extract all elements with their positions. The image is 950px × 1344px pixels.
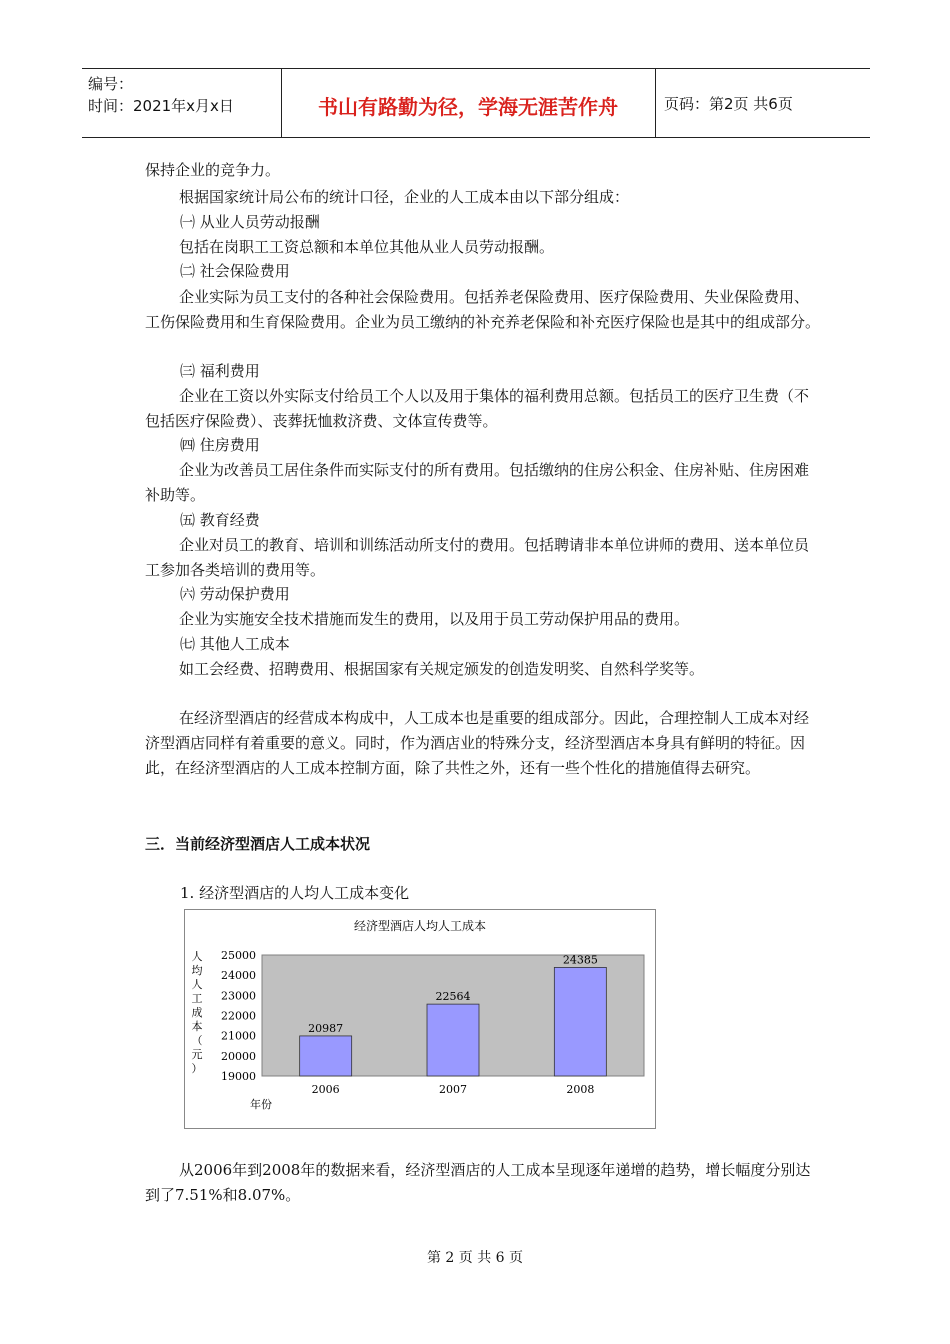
paragraph: 企业为实施安全技术措施而发生的费用，以及用于员工劳动保护用品的费用。: [179, 610, 690, 628]
y-tick-label: 24000: [221, 969, 256, 983]
y-axis-label-char: 人: [191, 978, 203, 991]
data-label: 24385: [562, 953, 598, 967]
section-heading: 三．当前经济型酒店人工成本状况: [145, 835, 371, 853]
y-tick-label: 20000: [221, 1049, 256, 1063]
paragraph: 企业实际为员工支付的各种社会保险费用。包括养老保险费用、医疗保险费用、失业保险费用、工伤保险费用和生育保险费用。企业为员工缴纳的补充养老保险和补充医疗保险也是其中的组成部分。: [145, 288, 821, 331]
y-axis-label-char: 元: [191, 1048, 203, 1061]
doc-number-label: 编号：: [88, 75, 134, 93]
y-tick-label: 25000: [221, 949, 256, 962]
paragraph: 企业在工资以外实际支付给员工个人以及用于集体的福利费用总额。包括员工的医疗卫生费（不包括医疗保险费）、丧葬抚恤救济费、文体宣传费等。: [145, 387, 810, 430]
x-tick-label: 2008: [566, 1083, 595, 1096]
y-axis-label-char: 成: [191, 1006, 203, 1019]
list-item-heading: ㈣ 住房费用: [180, 436, 260, 454]
page-header: [82, 68, 870, 138]
chart-title: 经济型酒店人均人工成本: [353, 919, 487, 933]
y-tick-label: 19000: [221, 1070, 256, 1083]
y-axis-label-char: 本: [191, 1020, 203, 1033]
bar: [554, 967, 606, 1076]
paragraph: 根据国家统计局公布的统计口径，企业的人工成本由以下部分组成：: [179, 188, 630, 206]
chart-caption: 1. 经济型酒店的人均人工成本变化: [180, 884, 410, 902]
chart-svg: [185, 910, 655, 1128]
paragraph: 保持企业的竞争力。: [145, 161, 281, 179]
y-axis-label-char: 均: [191, 964, 203, 977]
bar: [300, 1036, 352, 1076]
doc-time-label: 时间：2021年x月x日: [88, 97, 234, 115]
list-item-heading: ㈤ 教育经费: [180, 511, 260, 529]
y-tick-label: 22000: [221, 1009, 256, 1023]
x-tick-label: 2006: [311, 1083, 340, 1096]
list-item-heading: ㈠ 从业人员劳动报酬: [180, 213, 320, 231]
y-axis-label-char: （: [191, 1034, 203, 1047]
bar-chart: [184, 909, 656, 1129]
data-label: 22564: [435, 990, 471, 1004]
paragraph: 企业为改善员工居住条件而实际支付的所有费用。包括缴纳的住房公积金、住房补贴、住房困难补助等。: [145, 461, 810, 504]
header-page-info: 页码：第2页 共6页: [664, 95, 793, 113]
y-axis-label-char: 人: [191, 950, 203, 963]
list-item-heading: ㈡ 社会保险费用: [180, 262, 290, 280]
paragraph: 如工会经费、招聘费用、根据国家有关规定颁发的创造发明奖、自然科学奖等。: [179, 660, 705, 678]
y-axis-label-char: 工: [191, 992, 203, 1005]
header-meta: [88, 73, 234, 117]
list-item-heading: ㈦ 其他人工成本: [180, 635, 290, 653]
y-tick-label: 23000: [221, 989, 256, 1003]
header-motto: 书山有路勤为径，学海无涯苦作舟: [318, 95, 618, 119]
data-label: 20987: [308, 1021, 344, 1035]
y-tick-label: 21000: [221, 1029, 256, 1043]
list-item-heading: ㈢ 福利费用: [180, 362, 260, 380]
header-divider: [655, 69, 656, 137]
bar: [427, 1004, 479, 1076]
paragraph: 从2006年到2008年的数据来看，经济型酒店的人工成本呈现逐年递增的趋势，增长幅度分别达到了7.51%和8.07%。: [145, 1161, 811, 1204]
y-axis-label-char: ）: [191, 1062, 203, 1075]
page-footer: 第 2 页 共 6 页: [426, 1250, 524, 1266]
paragraph: 包括在岗职工工资总额和本单位其他从业人员劳动报酬。: [179, 238, 555, 256]
x-tick-label: 2007: [439, 1083, 467, 1096]
x-axis-label: 年份: [250, 1098, 272, 1111]
paragraph: 在经济型酒店的经营成本构成中，人工成本也是重要的组成部分。因此，合理控制人工成本对经济型酒店同样有着重要的意义。同时，作为酒店业的特殊分支，经济型酒店本身具有鲜明的特征。因此，在经济型酒店的人工成本控制方面，除了共性之外，还有一些个性化的措施值得去研究。: [145, 709, 810, 777]
list-item-heading: ㈥ 劳动保护费用: [180, 585, 290, 603]
y-axis-label: [192, 950, 203, 1075]
paragraph: 企业对员工的教育、培训和训练活动所支付的费用。包括聘请非本单位讲师的费用、送本单位员工参加各类培训的费用等。: [145, 536, 810, 579]
